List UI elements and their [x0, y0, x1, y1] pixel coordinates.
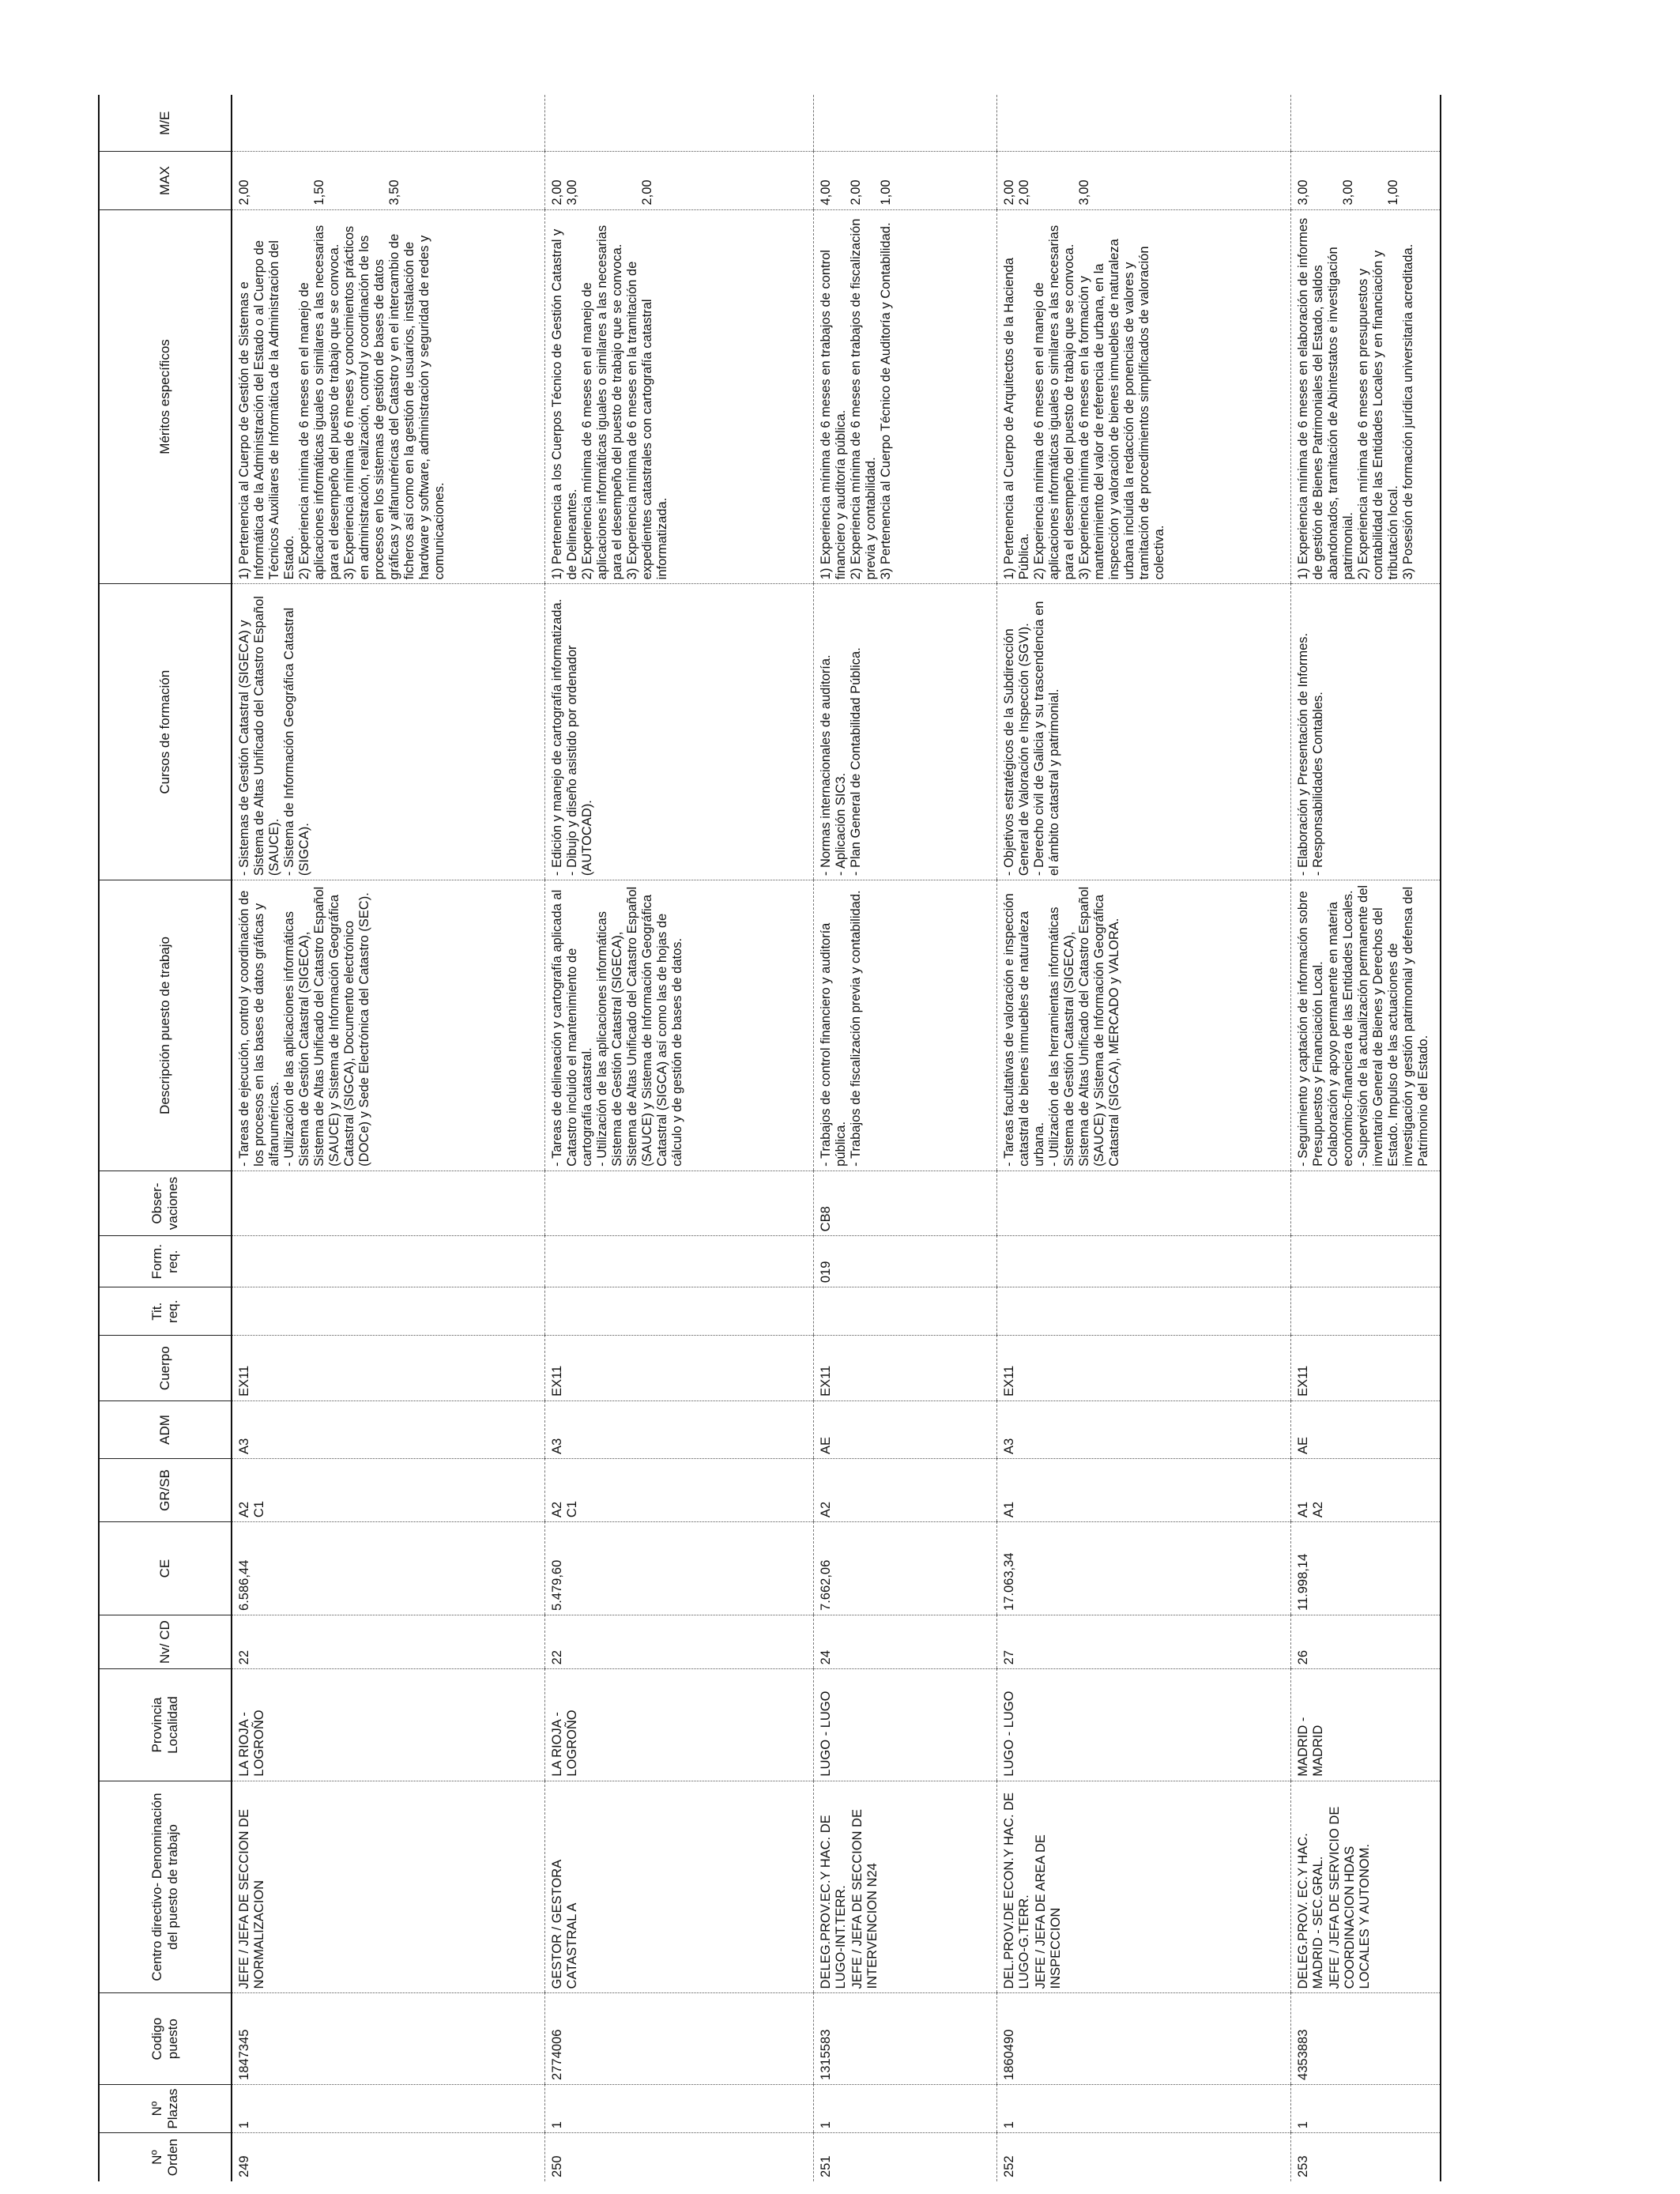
cell-plazas: 1 [1290, 2084, 1441, 2132]
cell-provincia: LA RIOJA - LOGROÑO [544, 1669, 813, 1781]
cell-provincia: LUGO - LUGO [996, 1669, 1290, 1781]
cell-provincia: MADRID - MADRID [1290, 1669, 1441, 1781]
cell-me [232, 95, 544, 152]
cell-provincia: LA RIOJA - LOGROÑO [232, 1669, 544, 1781]
cell-codigo: 4353883 [1290, 1993, 1441, 2085]
cell-descripcion: - Seguimiento y captación de información sobre Presupuestos y Financiación Local. Colaboración y apoyo permanente en materia económico-financiera de las Entidades Locales. - Supervisión de la actualización permanente del inventario General de Bienes y Derechos del Estado. Impulso de las actuaciones de investigación y gestión patrimonial y defensa del Patrimonio del Estado. [1290, 880, 1441, 1171]
cell-grupo: A2 C1 [544, 1458, 813, 1521]
job-positions-table [98, 95, 1441, 2181]
cell-cuerpo: EX11 [544, 1336, 813, 1401]
cell-formacion [544, 1236, 813, 1287]
cell-max: 3,00 3,00 1,00 [1290, 152, 1441, 209]
table-row [996, 95, 1290, 2181]
header-centro: Centro directivo- Denominación del puesto de trabajo [99, 1781, 232, 1993]
cell-meritos: 1) Pertenencia a los Cuerpos Técnico de Gestión Catastral y de Delineantes. 2) Experiencia mínima de 6 meses en el manejo de aplicaciones informáticas iguales o similares a las necesarias para el desempeño del puesto de trabajo que se convoca. 3) Experiencia mínima de 6 meses en la tramitación de expedientes catastrales con cartografía catastral informatizada. [544, 209, 813, 584]
table-row [813, 95, 996, 2181]
header-titulacion: Tit. req. [99, 1287, 232, 1336]
cell-observaciones [1290, 1171, 1441, 1236]
cell-max: 2,00 2,00 3,00 [996, 152, 1290, 209]
cell-cuerpo: EX11 [996, 1336, 1290, 1401]
cell-provincia: LUGO - LUGO [813, 1669, 996, 1781]
header-plazas: Nº Plazas [99, 2084, 232, 2132]
cell-me [1290, 95, 1441, 152]
cell-plazas: 1 [544, 2084, 813, 2132]
cell-me [813, 95, 996, 152]
cell-ce: 5.479,60 [544, 1522, 813, 1615]
cell-cursos: - Normas internacionales de auditoría. - Aplicación SIC3. - Plan General de Contabilidad Pública. [813, 584, 996, 880]
table-row [232, 95, 544, 2181]
cell-adm: A3 [544, 1400, 813, 1458]
cell-descripcion: - Tareas facultativas de valoración e inspección catastral de bienes inmuebles de naturaleza urbana. - Utilización de las herramientas informáticas Sistema de Gestión Catastral (SIGECA), Sistema de Altas Unificado del Catastro Español (SAUCE) y Sistema de Información Geográfica Catastral (SIGCA), MERCADO y VALORA. [996, 880, 1290, 1171]
cell-plazas: 1 [232, 2084, 544, 2132]
header-provincia: Provincia Localidad [99, 1669, 232, 1781]
cell-observaciones [996, 1171, 1290, 1236]
header-max: MAX [99, 152, 232, 209]
cell-titulacion [232, 1287, 544, 1336]
header-codigo: Codigo puesto [99, 1993, 232, 2085]
cell-nivel: 26 [1290, 1615, 1441, 1668]
header-descripcion: Descripción puesto de trabajo [99, 880, 232, 1171]
centro-directivo: DEL.PROV.DE ECON.Y HAC. DE LUGO-G.TERR. [1001, 1792, 1031, 1989]
cell-max: 2,00 3,00 2,00 [544, 152, 813, 209]
cell-plazas: 1 [813, 2084, 996, 2132]
cell-cursos: - Edición y manejo de cartografía informatizada. - Dibujo y diseño asistido por ordenador (AUTOCAD). [544, 584, 813, 880]
cell-centro [996, 1781, 1290, 1993]
cell-meritos: 1) Experiencia mínima de 6 meses en trabajos de control financiero y auditoría pública. 2) Experiencia mínima de 6 meses en trabajos de fiscalización previa y contabilidad. 3) Pertenencia al Cuerpo Técnico de Auditoría y Contabilidad. [813, 209, 996, 584]
cell-centro [1290, 1781, 1441, 1993]
cell-cursos: - Sistemas de Gestión Catastral (SIGECA) y Sistema de Altas Unificado del Catastro Español (SAUCE). - Sistema de Información Geográfica Catastral (SIGCA). [232, 584, 544, 880]
cell-formacion [996, 1236, 1290, 1287]
cell-ce: 11.998,14 [1290, 1522, 1441, 1615]
cell-descripcion: - Trabajos de control financiero y auditoría pública. - Trabajos de fiscalización previa y contabilidad. [813, 880, 996, 1171]
cell-formacion [232, 1236, 544, 1287]
cell-adm: A3 [232, 1400, 544, 1458]
cell-cuerpo: EX11 [1290, 1336, 1441, 1401]
denominacion: JEFE / JEFA DE SECCION DE NORMALIZACION [237, 1809, 266, 1989]
cell-codigo: 1860490 [996, 1993, 1290, 2085]
cell-max: 4,00 2,00 1,00 [813, 152, 996, 209]
cell-nivel: 22 [232, 1615, 544, 1668]
header-orden: Nº Orden [99, 2133, 232, 2181]
header-grupo: GR/SB [99, 1458, 232, 1521]
cell-descripcion: - Tareas de ejecución, control y coordinación de los procesos en las bases de datos gráficas y alfanuméricas. - Utilización de las aplicaciones informáticas Sistema de Gestión Catastral (SIGECA), Sistema de Altas Unificado del Catastro Español (SAUCE) y Sistema de Información Geográfica Catastral (SIGCA), Documento electrónico (DOCe) y Sede Electrónica del Catastro (SEC). [232, 880, 544, 1171]
rotated-table-page [98, 95, 1441, 2181]
cell-titulacion [813, 1287, 996, 1336]
header-cursos: Cursos de formación [99, 584, 232, 880]
cell-plazas: 1 [996, 2084, 1290, 2132]
cell-grupo: A1 [996, 1458, 1290, 1521]
cell-observaciones [544, 1171, 813, 1236]
cell-adm: A3 [996, 1400, 1290, 1458]
denominacion: JEFE / JEFA DE SERVICIO DE COORDINACION HDAS LOCALES Y AUTONOM. [1327, 1806, 1372, 1989]
cell-codigo: 1315583 [813, 1993, 996, 2085]
cell-grupo: A1 A2 [1290, 1458, 1441, 1521]
cell-meritos: 1) Pertenencia al Cuerpo de Gestión de Sistemas e Informática de la Administración del Estado o al Cuerpo de Técnicos Auxiliares de Informática de la Administración del Estado. 2) Experiencia mínima de 6 meses en el manejo de aplicaciones informáticas iguales o similares a las necesarias para el desempeño del puesto de trabajo que se convoca. 3) Experiencia mínima de 6 meses y conocimientos prácticos en administración, realización, control y coordinación de los procesos en los sistemas de gestión de bases de datos gráficas y alfanuméricas del Catastro y en el intercambio de ficheros así como en la gestión de usuarios, instalación de hardware y software, administración y seguridad de redes y comunicaciones. [232, 209, 544, 584]
cell-observaciones [232, 1171, 544, 1236]
cell-ce: 17.063,34 [996, 1522, 1290, 1615]
header-observaciones: Obser- vaciones [99, 1171, 232, 1236]
cell-max: 2,00 1,50 3,50 [232, 152, 544, 209]
header-adm: ADM [99, 1400, 232, 1458]
cell-ce: 6.586,44 [232, 1522, 544, 1615]
cell-formacion [1290, 1236, 1441, 1287]
cell-codigo: 2774006 [544, 1993, 813, 2085]
table-row [1290, 95, 1441, 2181]
header-me: M/E [99, 95, 232, 152]
cell-meritos: 1) Experiencia mínima de 6 meses en elaboración de informes de gestión de Bienes Patrimoniales del Estado, saldos abandonados, tramitación de Abintestatos e investigación patrimonial. 2) Experiencia mínima de 6 meses en presupuestos y contabilidad de las Entidades Locales y en financiación y tributación local. 3) Posesión de formación jurídica universitaria acreditada. [1290, 209, 1441, 584]
cell-grupo: A2 [813, 1458, 996, 1521]
denominacion: JEFE / JEFA DE AREA DE INSPECCION [1033, 1834, 1063, 1989]
cell-me [996, 95, 1290, 152]
cell-titulacion [1290, 1287, 1441, 1336]
cell-centro [544, 1781, 813, 1993]
cell-nivel: 27 [996, 1615, 1290, 1668]
cell-cuerpo: EX11 [813, 1336, 996, 1401]
header-cuerpo: Cuerpo [99, 1336, 232, 1401]
header-nivel: Nv/ CD [99, 1615, 232, 1668]
cell-orden: 249 [232, 2133, 544, 2181]
cell-orden: 253 [1290, 2133, 1441, 2181]
cell-titulacion [996, 1287, 1290, 1336]
cell-centro [813, 1781, 996, 1993]
cell-centro [232, 1781, 544, 1993]
cell-meritos: 1) Pertenencia al Cuerpo de Arquitectos de la Hacienda Pública. 2) Experiencia mínima de 6 meses en el manejo de aplicaciones informáticas iguales o similares a las necesarias para el desempeño del puesto de trabajo que se convoca. 3) Experiencia mínima de 6 meses en la formación y mantenimiento del valor de referencia de urbana, en la inspección y valoración de bienes inmuebles de naturaleza urbana incluida la redacción de ponencias de valores y tramitación de procedimientos simplificados de valoración colectiva. [996, 209, 1290, 584]
centro-directivo: DELEG.PROV. EC.Y HAC. MADRID - SEC.GRAL. [1295, 1833, 1325, 1989]
centro-directivo: DELEG.PROV.EC.Y HAC. DE LUGO-INT.TERR. [818, 1815, 848, 1989]
cell-cuerpo: EX11 [232, 1336, 544, 1401]
cell-nivel: 24 [813, 1615, 996, 1668]
denominacion: JEFE / JEFA DE SECCION DE INTERVENCION N24 [849, 1809, 880, 1989]
header-meritos: Méritos específicos [99, 209, 232, 584]
cell-observaciones: CB8 [813, 1171, 996, 1236]
cell-grupo: A2 C1 [232, 1458, 544, 1521]
cell-titulacion [544, 1287, 813, 1336]
cell-orden: 250 [544, 2133, 813, 2181]
cell-adm: AE [1290, 1400, 1441, 1458]
cell-cursos: - Objetivos estratégicos de la Subdirección General de Valoración e Inspección (SGVI). - Derecho civil de Galicia y su trascendencia en el ámbito catastral y patrimonial. [996, 584, 1290, 880]
header-ce: CE [99, 1522, 232, 1615]
cell-me [544, 95, 813, 152]
cell-descripcion: - Tareas de delineación y cartografía aplicada al Catastro incluido el mantenimiento de cartografía catastral. - Utilización de las aplicaciones informáticas Sistema de Gestión Catastral (SIGECA), Sistema de Altas Unificado del Catastro Español (SAUCE) y Sistema de Información Geográfica Catastral (SIGCA) así como las de hojas de cálculo y de gestión de bases de datos. [544, 880, 813, 1171]
cell-cursos: - Elaboración y Presentación de Informes. - Responsabilidades Contables. [1290, 584, 1441, 880]
cell-orden: 252 [996, 2133, 1290, 2181]
cell-adm: AE [813, 1400, 996, 1458]
cell-formacion: 019 [813, 1236, 996, 1287]
cell-nivel: 22 [544, 1615, 813, 1668]
denominacion: GESTOR / GESTORA CATASTRAL A [549, 1860, 579, 1989]
cell-orden: 251 [813, 2133, 996, 2181]
cell-codigo: 1847345 [232, 1993, 544, 2085]
cell-ce: 7.662,06 [813, 1522, 996, 1615]
header-formacion: Form. req. [99, 1236, 232, 1287]
table-row [544, 95, 813, 2181]
table-header-row [99, 95, 232, 2181]
